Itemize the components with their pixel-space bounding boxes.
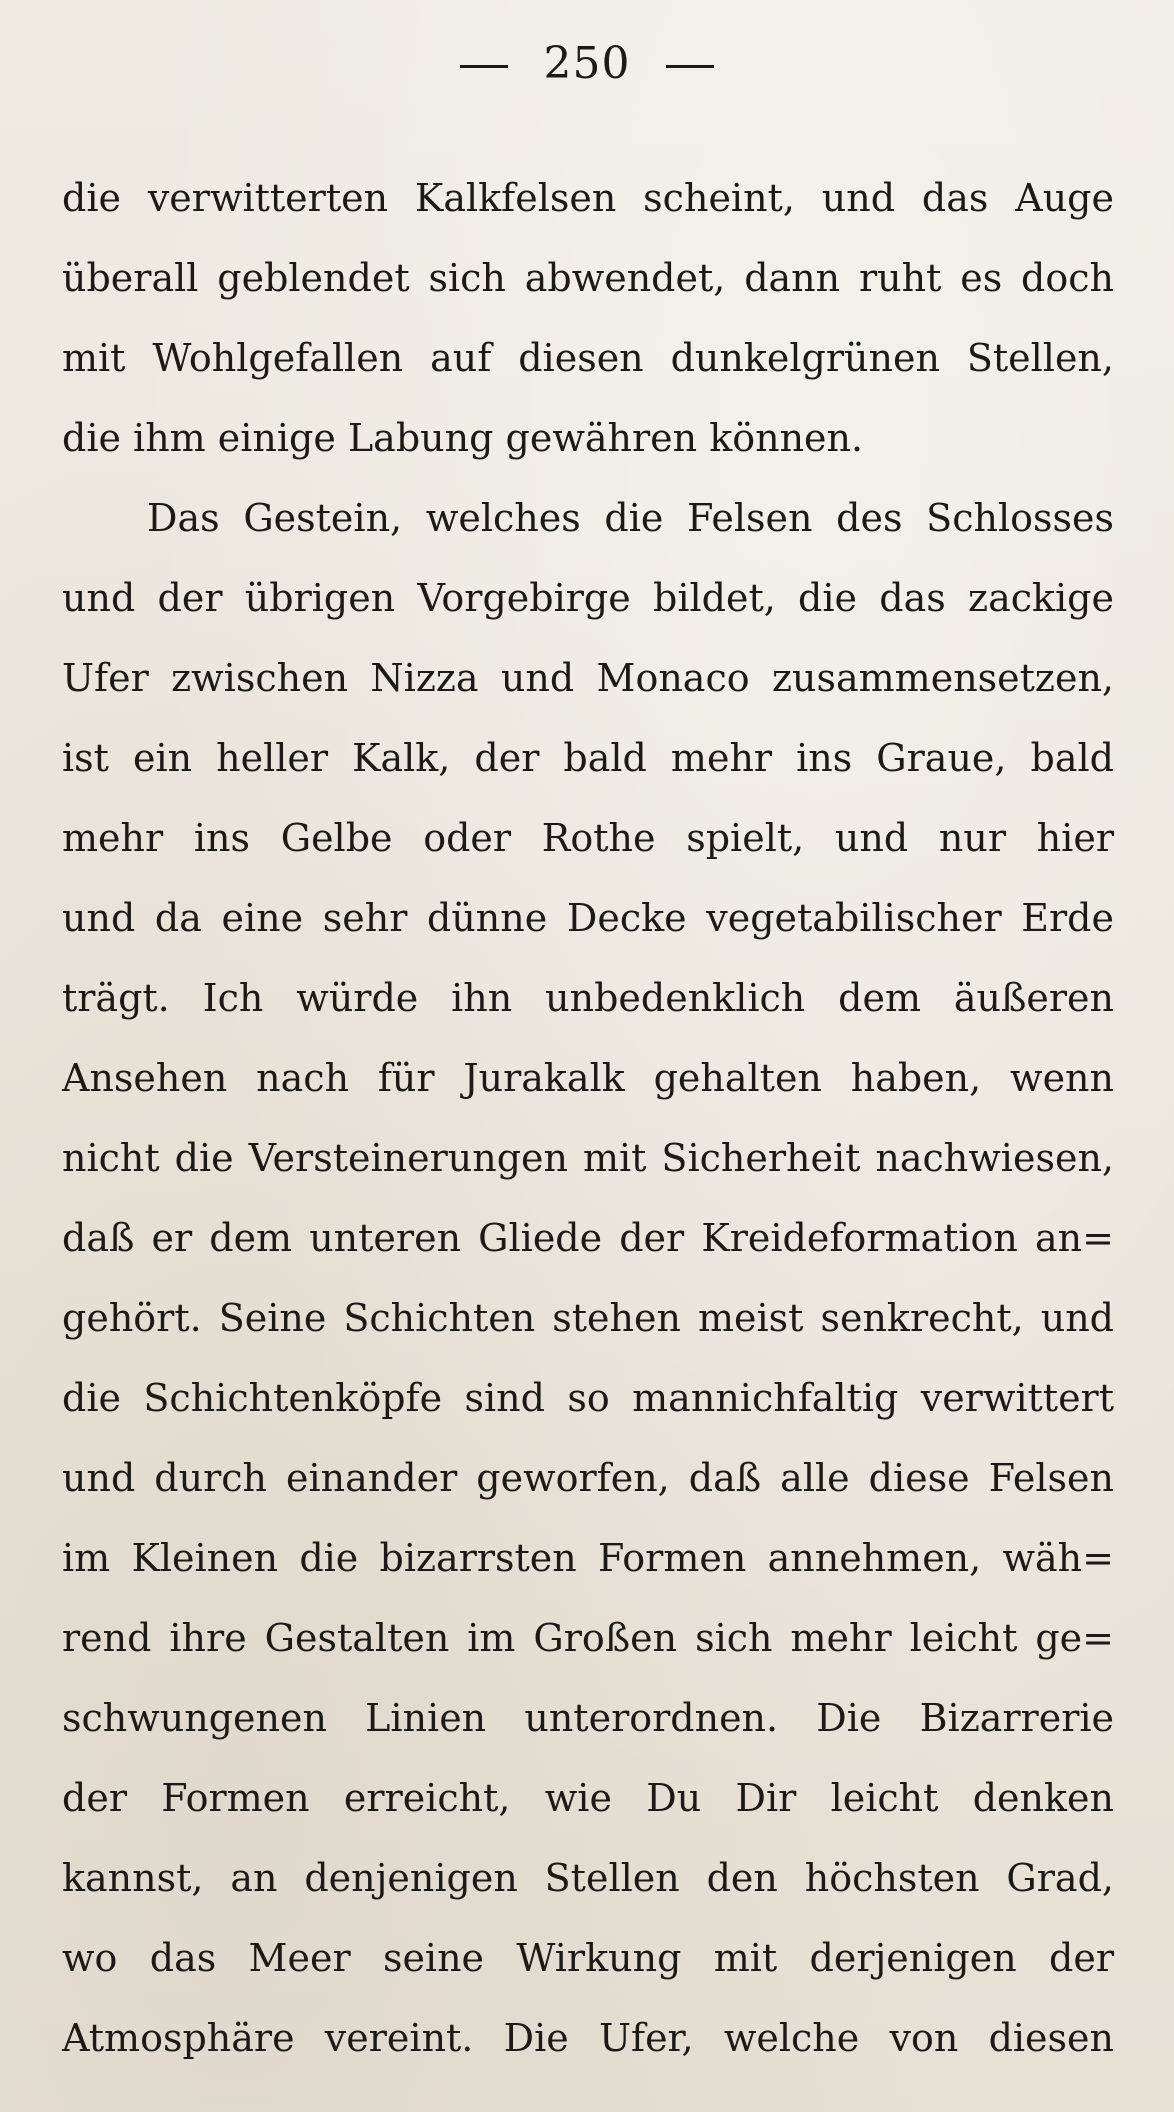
text-line: die Schichtenköpfe sind so mannichfaltig verwittert <box>62 1376 1114 1420</box>
text-line: der Formen erreicht, wie Du Dir leicht denken <box>62 1776 1114 1820</box>
page-number: 250 <box>543 38 631 89</box>
text-line: kannst, an denjenigen Stellen den höchsten Grad, <box>62 1856 1114 1900</box>
text-line: wo das Meer seine Wirkung mit derjenigen der <box>62 1936 1114 1980</box>
text-line: und durch einander geworfen, daß alle diese Felsen <box>62 1456 1114 1500</box>
text-line: mehr ins Gelbe oder Rothe spielt, und nur hier <box>62 816 1114 860</box>
text-line: mit Wohlgefallen auf diesen dunkelgrünen Stellen, <box>62 336 1114 380</box>
text-line: trägt. Ich würde ihn unbedenklich dem äußeren <box>62 976 1114 1020</box>
text-line: Ufer zwischen Nizza und Monaco zusammensetzen, <box>62 656 1114 700</box>
header-dash-right <box>666 65 714 68</box>
page-header <box>0 38 1174 89</box>
text-line: Ansehen nach für Jurakalk gehalten haben, wenn <box>62 1056 1114 1100</box>
text-line: Atmosphäre vereint. Die Ufer, welche von diesen <box>62 2016 1114 2060</box>
text-line: ist ein heller Kalk, der bald mehr ins Graue, bald <box>62 736 1114 780</box>
text-line: gehört. Seine Schichten stehen meist senkrecht, und <box>62 1296 1114 1340</box>
text-line: nicht die Versteinerungen mit Sicherheit nachwiesen, <box>62 1136 1114 1180</box>
text-line: die ihm einige Labung gewähren können. <box>62 416 864 460</box>
header-dash-left <box>460 65 508 68</box>
text-line: rend ihre Gestalten im Großen sich mehr leicht ge= <box>62 1616 1114 1660</box>
text-line: schwungenen Linien unterordnen. Die Bizarrerie <box>62 1696 1114 1740</box>
text-line: die verwitterten Kalkfelsen scheint, und das Auge <box>62 176 1114 220</box>
text-line: daß er dem unteren Gliede der Kreideformation an= <box>62 1216 1114 1260</box>
text-line: und der übrigen Vorgebirge bildet, die das zackige <box>62 576 1114 620</box>
text-line: im Kleinen die bizarrsten Formen annehmen, wäh= <box>62 1536 1114 1580</box>
text-line: und da eine sehr dünne Decke vegetabilischer Erde <box>62 896 1114 940</box>
body-text <box>62 158 1114 2078</box>
text-line: Das Gestein, welches die Felsen des Schlosses <box>147 496 1114 540</box>
text-line: überall geblendet sich abwendet, dann ruht es doch <box>62 256 1114 300</box>
